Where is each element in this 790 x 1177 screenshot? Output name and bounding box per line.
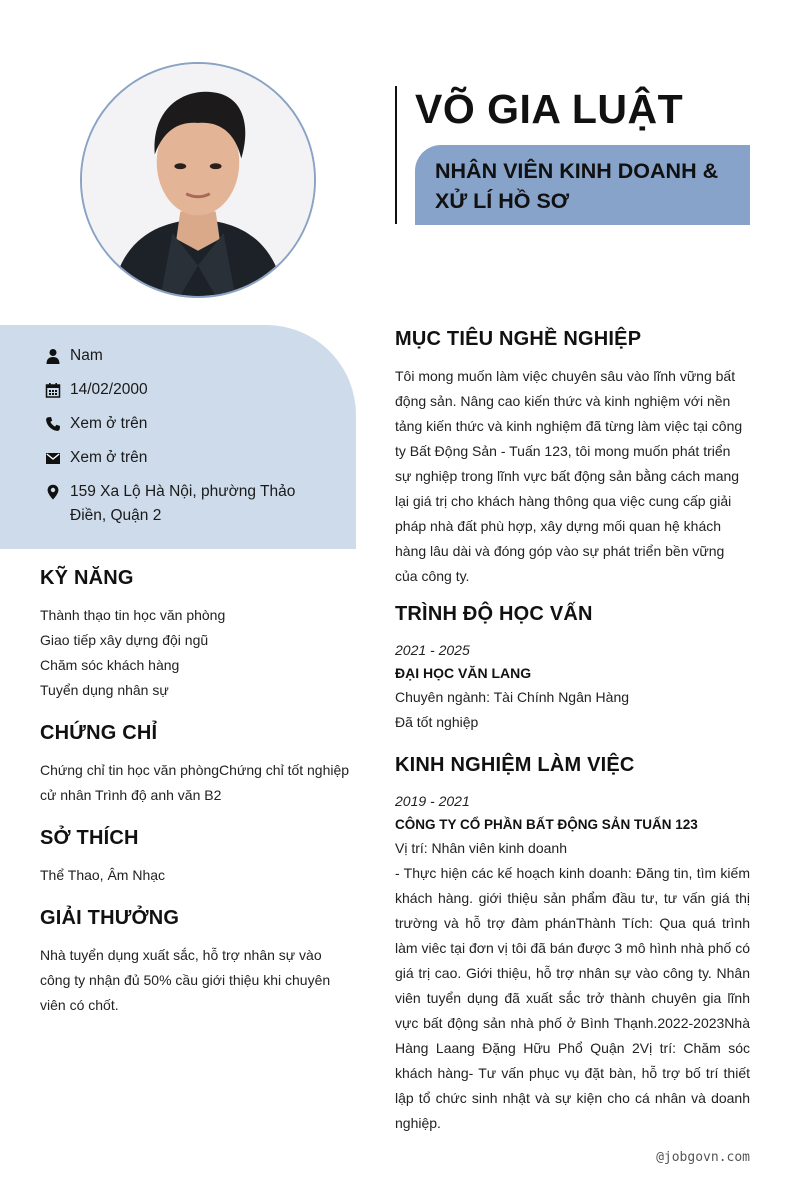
awards-heading: GIẢI THƯỞNG bbox=[40, 907, 180, 929]
skills-list bbox=[40, 603, 355, 703]
profile-photo bbox=[80, 62, 316, 298]
education-major: Chuyên ngành: Tài Chính Ngân Hàng bbox=[395, 689, 630, 705]
objective-heading: MỤC TIÊU NGHỀ NGHIỆP bbox=[395, 328, 642, 350]
contact-email bbox=[44, 446, 147, 470]
email-value: Xem ở trên bbox=[70, 449, 148, 466]
experience-details: - Thực hiện các kế hoạch kinh doanh: Đăng tin, tìm kiếm khách hàng. giới thiệu sản phẩm đầu tư, tư vấn giá thị trường và hỗ trợ đàm phánThành Tích: Qua quá trình làm viêc tại đơn vị tôi đã bán được 3 mô hình nhà phố có giá trị cao. Giới thiệu, hỗ trợ nhân sự vào công ty. Nhân viên tuyển dụng đã xuất sắc trở thành chuyên gia lĩnh vực bất động sản nhà phố ở Bình Thạnh.2022-2023Nhà Hàng Laang Đặng Hữu Phổ Quận 2Vị trí: Chăm sóc khách hàng- Tư vấn phục vụ đặt bàn, hỗ trợ bố trí thiết lập tổ chức sinh nhật và sự kiện cho cá nhân và doanh nghiệp. bbox=[395, 865, 750, 1131]
gender-value: Nam bbox=[70, 347, 103, 364]
experience-company: CÔNG TY CỔ PHẦN BẤT ĐỘNG SẢN TUẤN 123 bbox=[395, 817, 698, 832]
skills-heading: KỸ NĂNG bbox=[40, 567, 134, 589]
education-school: ĐẠI HỌC VĂN LANG bbox=[395, 665, 532, 681]
education-period: 2021 - 2025 bbox=[395, 642, 470, 658]
address-value: 159 Xa Lộ Hà Nội, phường Thảo Điền, Quận 2 bbox=[70, 483, 296, 524]
calendar-icon bbox=[44, 378, 61, 402]
portrait-illustration bbox=[82, 64, 314, 296]
skill-item: Giao tiếp xây dựng đội ngũ bbox=[40, 632, 209, 648]
education-status: Đã tốt nghiệp bbox=[395, 714, 479, 730]
header-divider bbox=[395, 86, 397, 224]
phone-value: Xem ở trên bbox=[70, 415, 148, 432]
skill-item: Tuyển dụng nhân sự bbox=[40, 682, 169, 698]
candidate-name: VÕ GIA LUẬT bbox=[415, 86, 684, 132]
phone-icon bbox=[44, 412, 61, 436]
experience-heading: KINH NGHIỆM LÀM VIỆC bbox=[395, 754, 635, 776]
experience-period: 2019 - 2021 bbox=[395, 793, 470, 809]
person-icon bbox=[44, 344, 61, 368]
contact-phone bbox=[44, 412, 147, 436]
job-title-badge: NHÂN VIÊN KINH DOANH & XỬ LÍ HỒ SƠ bbox=[415, 145, 750, 225]
contact-address bbox=[44, 480, 304, 528]
envelope-icon bbox=[44, 446, 61, 470]
certificates-heading: CHỨNG CHỈ bbox=[40, 722, 158, 744]
contact-gender bbox=[44, 344, 103, 368]
hobbies-text: Thể Thao, Âm Nhạc bbox=[40, 867, 166, 883]
contact-birthday bbox=[44, 378, 148, 402]
footer-watermark: @jobgovn.com bbox=[656, 1150, 750, 1165]
certificates-text: Chứng chỉ tin học văn phòngChứng chỉ tốt nghiệp cử nhân Trình độ anh văn B2 bbox=[40, 762, 350, 803]
hobbies-heading: SỞ THÍCH bbox=[40, 827, 139, 849]
experience-position: Vị trí: Nhân viên kinh doanh bbox=[395, 840, 567, 856]
skill-item: Thành thạo tin học văn phòng bbox=[40, 607, 226, 623]
awards-text: Nhà tuyển dụng xuất sắc, hỗ trợ nhân sự vào công ty nhận đủ 50% cầu giới thiệu khi chuyên viên có chốt. bbox=[40, 947, 331, 1013]
objective-text: Tôi mong muốn làm việc chuyên sâu vào lĩnh vững bất động sản. Nâng cao kiến thức và kinh nghiệm với nền tảng kiến thức và kinh nghiệm đã từng làm việc tại công ty Bất Động Sản - Tuấn 123, tôi mong muốn phát triển sự nghiệp trong lĩnh vực bất động sản bằng cách mang lại giá trị cho khách hàng thông qua việc cung cấp giải pháp nhà đất phù hợp, xây dựng mối quan hệ khách hàng lâu dài và đóng góp vào sự phát triển bền vững của công ty. bbox=[395, 368, 743, 584]
location-pin-icon bbox=[44, 480, 61, 504]
education-heading: TRÌNH ĐỘ HỌC VẤN bbox=[395, 603, 593, 625]
birthday-value: 14/02/2000 bbox=[70, 381, 148, 398]
skill-item: Chăm sóc khách hàng bbox=[40, 657, 180, 673]
